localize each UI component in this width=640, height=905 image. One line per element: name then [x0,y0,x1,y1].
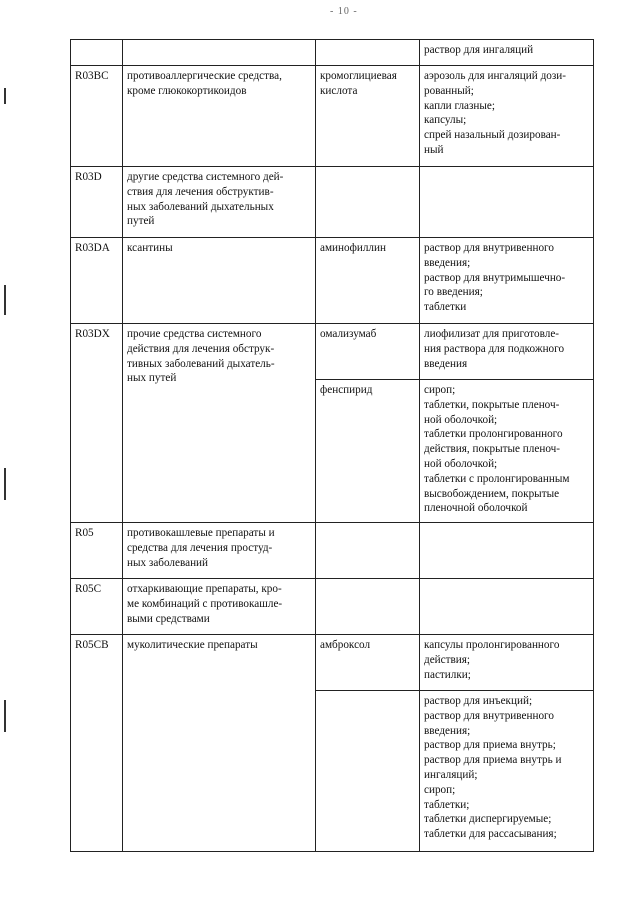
table-row [71,40,594,66]
substance-cell [316,40,420,66]
cell-text-line: пастилки; [424,668,471,681]
atc-code-text: R05CB [75,639,109,651]
cell-text-line: кислота [320,84,358,97]
cell-text-line: раствор для приема внутрь и [424,754,562,767]
cell-text-line: таблетки пролонгированного [424,428,563,441]
dosage-forms-cell [420,66,594,167]
cell-text-line: средства для лечения простуд- [127,541,273,554]
cell-text-line: кромоглициевая [320,70,397,82]
group-name-cell [123,40,316,66]
cell-text-line: введения; [424,724,471,737]
cell-text-line: ствия для лечения обструктив- [127,185,274,198]
dosage-forms-cell [420,691,594,852]
cell-text-line: ной оболочкой; [424,413,498,426]
cell-text-line: ный [424,143,444,156]
cell-text-line: ной оболочкой; [424,457,498,470]
cell-text-line: таблетки диспергируемые; [424,813,552,826]
table-row [71,523,594,579]
dosage-forms-cell [420,380,594,523]
cell-text-line: рованный; [424,84,474,97]
dosage-forms-cell [420,40,594,66]
group-name-cell [123,324,316,523]
cell-text-line: раствор для внутривенного [424,242,554,254]
dosage-forms-cell [420,579,594,635]
dosage-forms-cell [420,238,594,324]
cell-text-line: раствор для приема внутрь; [424,739,556,752]
group-name-cell [123,238,316,324]
cell-text-line: раствор для внутримышечно- [424,271,566,284]
substance-cell [316,579,420,635]
cell-text-line: высвобождением, покрытые [424,487,560,500]
atc-code-text: R05 [75,527,94,539]
cell-text-line: капли глазные; [424,99,496,112]
atc-code-cell [71,66,123,167]
margin-mark-left-2 [4,468,6,500]
substance-cell [316,380,420,523]
atc-code-cell [71,238,123,324]
cell-text-line: лиофилизат для приготовле- [424,328,560,340]
margin-mark-left-3 [4,700,6,732]
cell-text-line: капсулы пролонгированного [424,639,560,651]
cell-text-line: ингаляций; [424,768,478,781]
table-row [71,324,594,380]
cell-text-line: таблетки; [424,798,470,811]
substance-cell [316,635,420,691]
cell-text-line: введения [424,357,468,370]
atc-code-cell [71,579,123,635]
substance-cell [316,523,420,579]
cell-text-line: сироп; [424,384,456,396]
cell-text-line: капсулы; [424,114,467,127]
cell-text-line: путей [127,215,155,228]
cell-text-line: раствор для внутривенного [424,709,554,722]
group-name-cell [123,635,316,852]
cell-text-line: ния раствора для подкожного [424,342,565,355]
table-body [71,40,594,852]
atc-code-cell [71,40,123,66]
cell-text-line: муколитические препараты [127,639,258,651]
cell-text-line: действия, покрытые пленоч- [424,443,560,456]
cell-text-line: кроме глюкокортикоидов [127,84,247,97]
cell-text-line: фенспирид [320,384,373,396]
cell-text-line: спрей назальный дозирован- [424,129,561,142]
table-row [71,238,594,324]
atc-code-text: R03BC [75,70,109,82]
substance-cell [316,66,420,167]
margin-mark-top-left [4,88,6,104]
atc-code-cell [71,324,123,523]
dosage-forms-cell [420,167,594,238]
cell-text-line: другие средства системного дей- [127,171,284,183]
cell-text-line: таблетки для рассасывания; [424,828,557,841]
atc-code-cell [71,167,123,238]
cell-text-line: ных путей [127,372,177,385]
group-name-cell [123,523,316,579]
table-row [71,579,594,635]
cell-text-line: введения; [424,256,471,269]
cell-text-line: выми средствами [127,612,210,625]
cell-text-line: го введения; [424,286,483,299]
page-number: - 10 - [330,6,358,17]
cell-text-line: сироп; [424,783,456,796]
table-row [71,66,594,167]
atc-code-text: R03D [75,171,102,183]
cell-text-line: прочие средства системного [127,328,262,340]
cell-text-line: ных заболеваний [127,556,209,569]
substance-cell [316,691,420,852]
group-name-cell [123,579,316,635]
substance-cell [316,238,420,324]
margin-mark-left-1 [4,285,6,315]
dosage-forms-cell [420,324,594,380]
atc-code-text: R03DA [75,242,110,254]
cell-text-line: ме комбинаций с противокашле- [127,597,283,610]
cell-text-line: амброксол [320,639,371,651]
cell-text-line: действия для лечения обструк- [127,342,275,355]
group-name-cell [123,167,316,238]
cell-text-line: омализумаб [320,328,377,340]
cell-text-line: противоаллергические средства, [127,70,282,82]
atc-code-text: R05C [75,583,102,595]
cell-text-line: ксантины [127,242,173,254]
cell-text-line: таблетки с пролонгированным [424,472,570,485]
medication-table [70,39,594,852]
atc-code-cell [71,635,123,852]
group-name-cell [123,66,316,167]
substance-cell [316,167,420,238]
substance-cell [316,324,420,380]
cell-text-line: таблетки [424,301,467,314]
cell-text-line: пленочной оболочкой [424,502,528,515]
table-row [71,635,594,691]
atc-code-text: R03DX [75,328,110,340]
cell-text-line: раствор для инъекций; [424,695,533,707]
cell-text-line: таблетки, покрытые пленоч- [424,398,560,411]
cell-text-line: тивных заболеваний дыхатель- [127,357,275,370]
cell-text-line: аэрозоль для ингаляций дози- [424,70,566,82]
cell-text-line: аминофиллин [320,242,386,254]
dosage-forms-cell [420,523,594,579]
dosage-forms-cell [420,635,594,691]
cell-text-line: отхаркивающие препараты, кро- [127,583,282,595]
cell-text-line: противокашлевые препараты и [127,527,275,539]
atc-code-cell [71,523,123,579]
cell-text-line: раствор для ингаляций [424,44,534,56]
table-row [71,167,594,238]
cell-text-line: действия; [424,653,471,666]
cell-text-line: ных заболеваний дыхательных [127,200,274,213]
